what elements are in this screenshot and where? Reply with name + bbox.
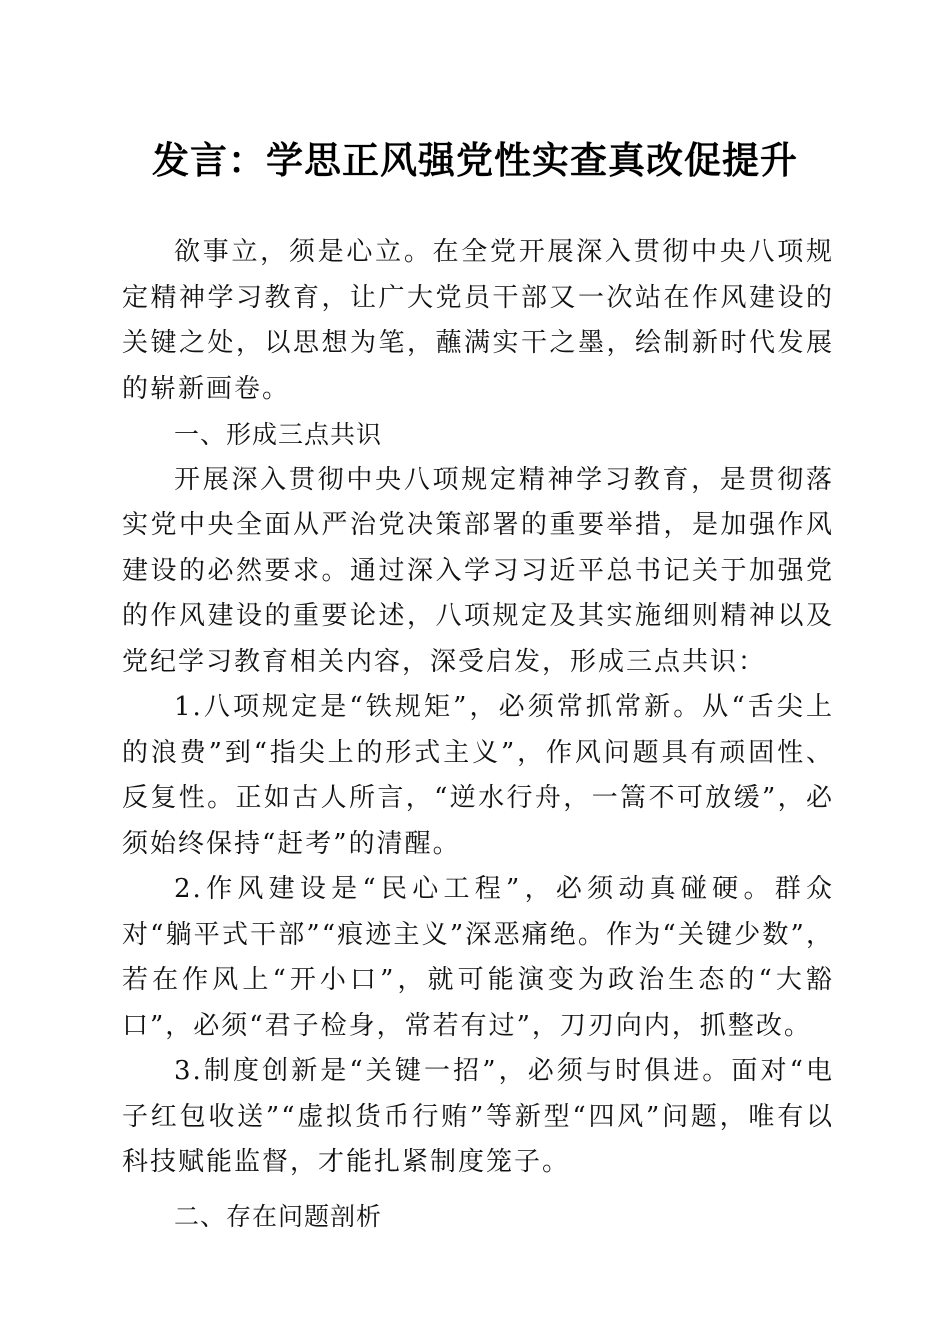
consensus-point-2: 2.作风建设是“民心工程”，必须动真碰硬。群众对“躺平式干部”“痕迹主义”深恶痛绝。作为“关键少数”，若在作风上“开小口”，就可能演变为政治生态的“大豁口”，必须“君子检身，常若有过”，刀刃向内，抓整改。 (122, 874, 834, 1041)
section-heading-1: 一、形成三点共识 (174, 420, 383, 449)
consensus-point-1: 1.八项规定是“铁规矩”，必须常抓常新。从“舌尖上的浪费”到“指尖上的形式主义”，作风问题具有顽固性、反复性。正如古人所言，“逆水行舟，一篙不可放缓”，必须始终保持“赶考”的清醒。 (122, 692, 834, 859)
section-heading-2: 二、存在问题剖析 (174, 1201, 383, 1231)
section-spacer (122, 1186, 834, 1194)
document-body (122, 230, 834, 1239)
consensus-point-3: 3.制度创新是“关键一招”，必须与时俱进。面对“电子红包收送”“虚拟货币行贿”等新型“四风”问题，唯有以科技赋能监督，才能扎紧制度笼子。 (122, 1056, 834, 1177)
intro-paragraph: 欲事立，须是心立。在全党开展深入贯彻中央八项规定精神学习教育，让广大党员干部又一次站在作风建设的关键之处，以思想为笔，蘸满实干之墨，绘制新时代发展的崭新画卷。 (122, 237, 834, 404)
document-title: 发言：学思正风强党性实查真改促提升 (152, 138, 798, 182)
section-1-lead-paragraph: 开展深入贯彻中央八项规定精神学习教育，是贯彻落实党中央全面从严治党决策部署的重要举措，是加强作风建设的必然要求。通过深入学习习近平总书记关于加强党的作风建设的重要论述，八项规定及其实施细则精神以及党纪学习教育相关内容，深受启发，形成三点共识： (122, 464, 834, 677)
